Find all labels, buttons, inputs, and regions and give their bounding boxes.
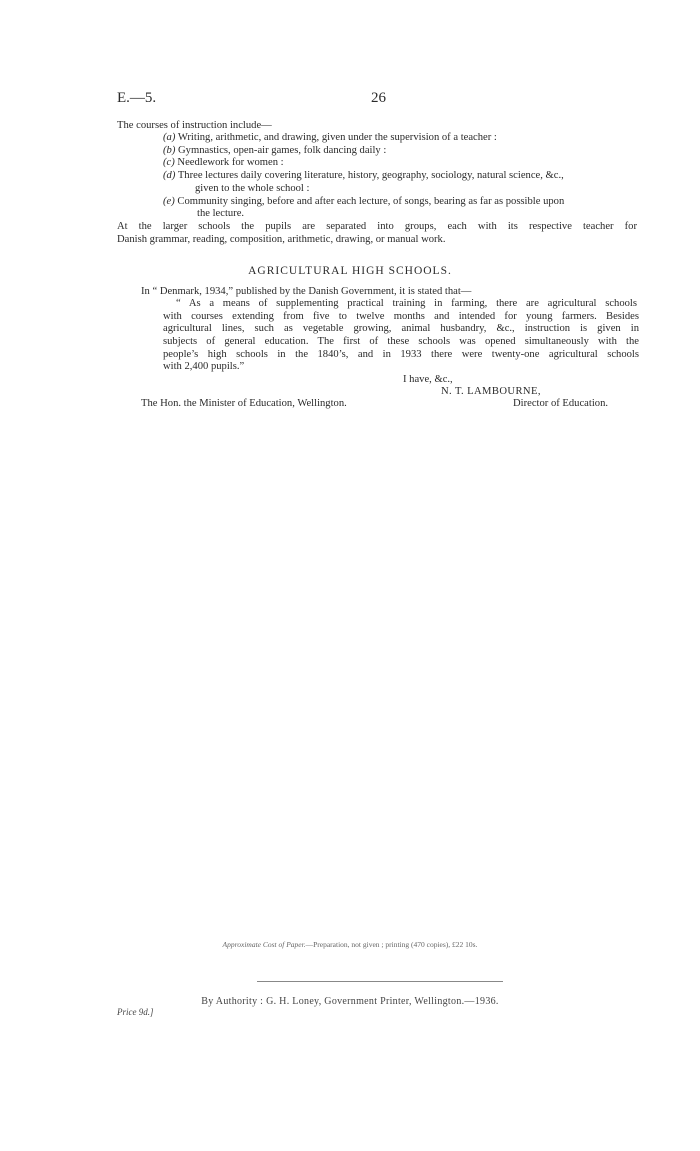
courses-closing-line-2: Danish grammar, reading, composition, arithmetic, drawing, or manual work. [117,234,446,245]
list-item-d-continuation: given to the whole school : [195,183,310,194]
quote-line-5: people’s high schools in the 1840’s, and in 1933 there were twenty-one agricultural schools [163,349,639,360]
quote-line-1: “ As a means of supplementing practical training in farming, there are agricultural schools [176,298,637,309]
list-item-text: Community singing, before and after each lecture, of songs, bearing as far as possible upon [177,196,565,207]
footer-divider [257,981,503,982]
list-marker: (c) [163,157,175,168]
quote-line-2: with courses extending from five to twelve months and intended for young farmers. Besides [163,311,639,322]
list-item-b [163,145,386,158]
signature-title: Director of Education. [513,398,609,409]
list-marker: (b) [163,145,176,156]
courses-closing-line-1: At the larger schools the pupils are separated into groups, each with its respective teacher for [117,221,637,232]
list-item-c [163,157,284,170]
quote-line-4: subjects of general education. The first of these schools was opened simultaneously with the [163,336,639,347]
printer-authority: By Authority : G. H. Loney, Government Printer, Wellington.—1936. [201,996,499,1007]
list-item-text: Writing, arithmetic, and drawing, given under the supervision of a teacher : [177,132,497,143]
list-item-text: Three lectures daily covering literature, history, geography, sociology, natural science, &c., [177,170,564,181]
printing-cost-note [0,940,700,949]
list-marker: (a) [163,132,176,143]
list-item-d [163,170,564,183]
cost-label: Approximate Cost of Paper. [222,940,306,949]
agri-intro: In “ Denmark, 1934,” published by the Danish Government, it is stated that— [141,286,472,297]
price-note: Price 9d.] [117,1007,154,1017]
list-marker: (e) [163,196,175,207]
cost-text: —Preparation, not given ; printing (470 copies), £22 10s. [305,940,478,949]
quote-line-6: with 2,400 pupils.” [163,361,245,372]
courses-intro: The courses of instruction include— [117,120,272,131]
list-item-text: Gymnastics, open-air games, folk dancing daily : [178,145,387,156]
list-item-e [163,196,564,209]
quote-line-3: agricultural lines, such as vegetable growing, animal husbandry, &c., instruction is given in [163,323,639,334]
section-heading: AGRICULTURAL HIGH SCHOOLS. [248,265,452,277]
signature-closing: I have, &c., [403,374,453,385]
list-marker: (d) [163,170,176,181]
document-reference: E.—5. [117,90,157,106]
list-item-e-continuation: the lecture. [197,208,245,219]
addressee: The Hon. the Minister of Education, Wellington. [141,398,347,409]
page-number: 26 [371,90,386,106]
list-item-text: Needlework for women : [177,157,284,168]
signature-name: N. T. LAMBOURNE, [441,386,541,397]
list-item-a [163,132,497,145]
